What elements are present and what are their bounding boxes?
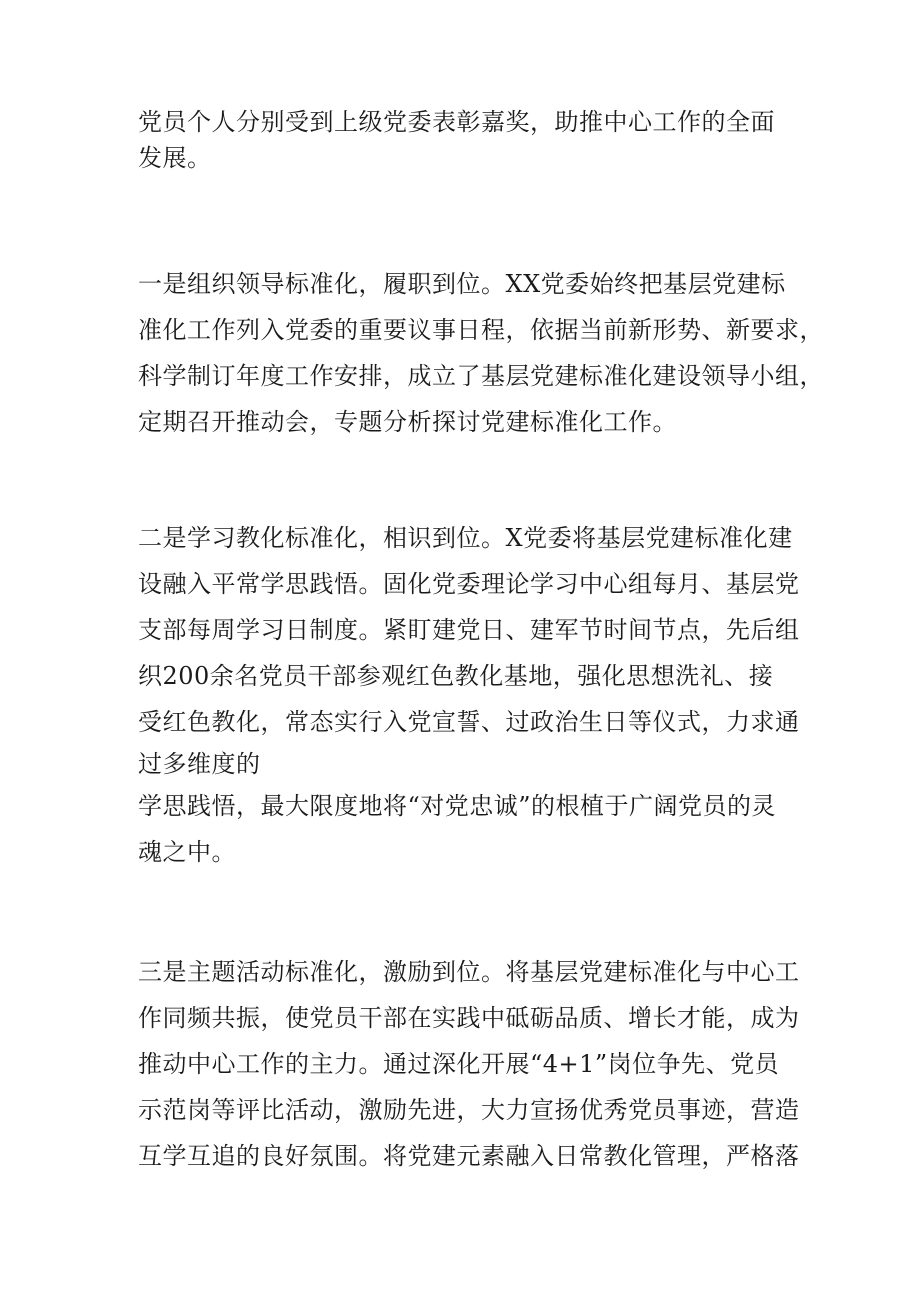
text-line: 设融入平常学思践悟。固化党委理论学习中心组每月、基层党 [138, 570, 800, 598]
paragraph-theme-activities [138, 949, 798, 1179]
text-line: 过多维度的 [138, 750, 261, 778]
text-line: 学思践悟，最大限度地将“对党忠诚”的根植于广阔党员的灵 [138, 792, 777, 820]
text-line: 示范岗等评比活动，激励先进，大力宣扬优秀党员事迹，营造 [138, 1096, 800, 1124]
text-line: 发展。 [138, 144, 212, 172]
text-line: 作同频共振，使党员干部在实践中砥砺品质、增长才能，成为 [138, 1004, 800, 1032]
text-line: 互学互追的良好氛围。将党建元素融入日常教化管理，严格落 [138, 1142, 800, 1170]
paragraph-intro-continuation [138, 104, 798, 176]
text-line: 织200余名党员干部参观红色教化基地，强化思想洗礼、接 [138, 662, 774, 690]
paragraph-organization-leadership [138, 261, 824, 445]
text-line: 支部每周学习日制度。紧盯建党日、建军节时间节点，先后组 [138, 616, 800, 644]
paragraph-study-education [138, 515, 798, 875]
text-line: 科学制订年度工作安排，成立了基层党建标准化建设领导小组， [138, 362, 824, 390]
text-line: 党员个人分别受到上级党委表彰嘉奖，助推中心工作的全面 [138, 108, 775, 136]
text-line: 魂之中。 [138, 838, 236, 866]
text-line: 推动中心工作的主力。通过深化开展“4+1”岗位争先、党员 [138, 1050, 780, 1078]
text-line: 三是主题活动标准化，激励到位。将基层党建标准化与中心工 [138, 958, 800, 986]
text-line: 准化工作列入党委的重要议事日程，依据当前新形势、新要求， [138, 316, 824, 344]
text-line: 一是组织领导标准化，履职到位。XX党委始终把基层党建标 [138, 270, 786, 298]
text-line: 定期召开推动会，专题分析探讨党建标准化工作。 [138, 408, 677, 436]
text-line: 受红色教化，常态实行入党宣誓、过政治生日等仪式，力求通 [138, 708, 800, 736]
text-line: 二是学习教化标准化，相识到位。X党委将基层党建标准化建 [138, 524, 793, 552]
